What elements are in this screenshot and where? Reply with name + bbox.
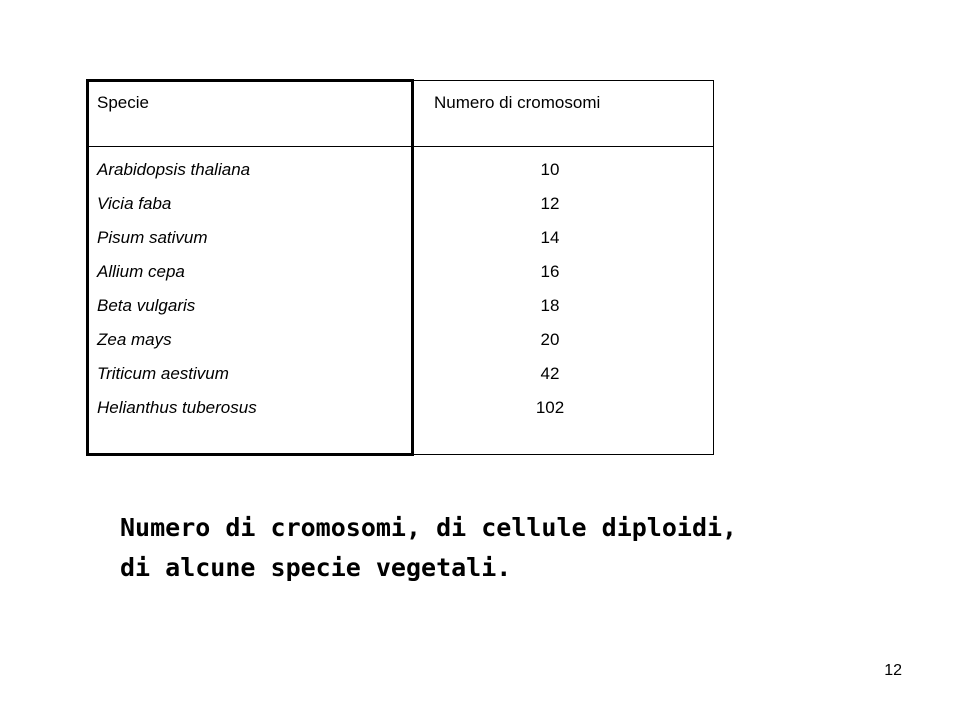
table-border-left	[86, 79, 89, 456]
page-number: 12	[884, 662, 902, 679]
species-cell: Allium cepa	[97, 262, 185, 281]
table-border-top-thin	[413, 80, 714, 81]
count-cell: 10	[540, 160, 560, 179]
table-caption: Numero di cromosomi, di cellule diploidi, di alcune specie vegetali.	[120, 513, 738, 582]
species-cell: Pisum sativum	[97, 228, 208, 247]
species-cell: Triticum aestivum	[97, 364, 229, 383]
table-column-divider	[411, 79, 414, 456]
count-cell: 42	[540, 364, 560, 383]
header-divider	[88, 146, 714, 147]
count-cell: 16	[540, 262, 560, 281]
chromosome-count-column	[500, 159, 600, 431]
table-border-right	[713, 80, 714, 455]
count-cell: 20	[540, 330, 560, 349]
count-cell: 18	[540, 296, 560, 315]
species-cell: Beta vulgaris	[97, 296, 196, 315]
count-cell: 12	[540, 194, 560, 213]
species-cell: Vicia faba	[97, 194, 172, 213]
count-cell: 14	[540, 228, 560, 247]
header-chromosome-count: Numero di cromosomi	[434, 93, 601, 112]
count-cell: 102	[535, 398, 565, 417]
table-border-top	[87, 79, 413, 82]
table-border-bottom	[86, 453, 414, 456]
species-cell: Zea mays	[97, 330, 172, 349]
species-column	[97, 159, 257, 431]
species-cell: Arabidopsis thaliana	[97, 160, 251, 179]
species-cell: Helianthus tuberosus	[97, 398, 257, 417]
header-species: Specie	[97, 93, 149, 112]
table-border-bottom-thin	[413, 454, 714, 455]
